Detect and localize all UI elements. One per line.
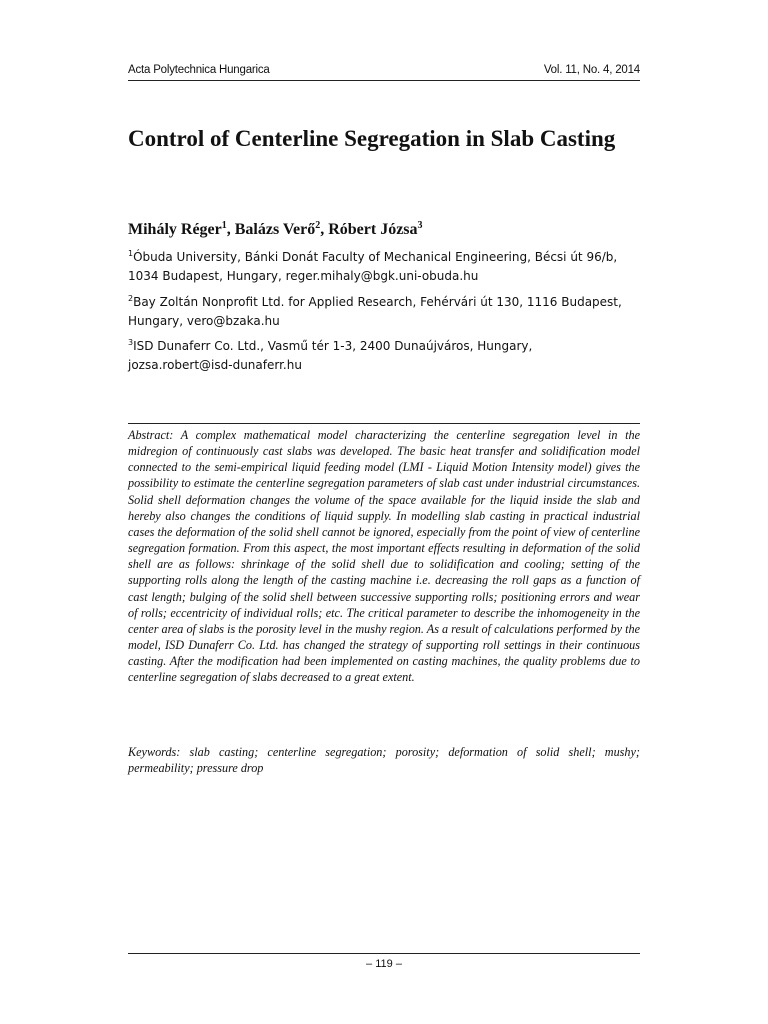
footer-divider xyxy=(128,953,640,954)
affiliation xyxy=(128,293,640,331)
affiliation-mark: 2 xyxy=(128,294,134,303)
affiliation xyxy=(128,337,640,375)
author-name: Róbert Józsa xyxy=(328,221,418,238)
author-name: Balázs Verő xyxy=(234,221,316,238)
paper-title: Control of Centerline Segregation in Slab Casting xyxy=(128,126,616,151)
affiliation-text: Bay Zoltán Nonprofit Ltd. for Applied Research, Fehérvári út 130, 1116 Budapest, Hungary, vero@bzaka.hu xyxy=(128,295,622,328)
abstract-divider xyxy=(128,423,640,424)
affiliation-mark: 3 xyxy=(128,338,134,347)
affiliation-text: Óbuda University, Bánki Donát Faculty of Mechanical Engineering, Bécsi út 96/b, 1034 Budapest, Hungary, reger.mihaly@bgk.uni-obuda.hu xyxy=(128,250,618,283)
affiliation-text: ISD Dunaferr Co. Ltd., Vasmű tér 1-3, 2400 Dunaújváros, Hungary, jozsa.robert@isd-dunaferr.hu xyxy=(128,339,533,372)
affiliation-mark: 1 xyxy=(128,249,134,258)
author-affiliation-mark: 1 xyxy=(221,220,227,231)
author-affiliation-mark: 3 xyxy=(417,220,423,231)
abstract: Abstract: A complex mathematical model characterizing the centerline segregation level in the midregion of continuously cast slabs was developed. The basic heat transfer and solidification model connected to the semi-empirical liquid feeding model (LMI - Liquid Motion Intensity model) gives the possibility to estimate the centerline segregation parameters of slab cast under industrial circumstances. Solid shell deformation changes the volume of the space available for the liquid inside the slab and hereby also changes the conditions of liquid supply. In modelling slab casting in practical industrial cases the deformation of the solid shell cannot be ignored, especially from the point of view of centerline segregation formation. From this aspect, the most important effects resulting in deformation of the solid shell are as follows: shrinkage of the solid shell due to solidification and cooling; setting of the supporting rolls along the length of the casting machine i.e. decreasing the roll gaps as a function of cast length; bulging of the solid shell between successive supporting rolls; positioning errors and wear of rolls; eccentricity of individual rolls; etc. The critical parameter to describe the inhomogeneity in the center area of slabs is the porosity level in the mushy region. As a result of calculations performed by the model, ISD Dunaferr Co. Ltd. has changed the strategy of supporting roll settings in their continuous casting. After the modification had been implemented on casting machines, the quality problems due to centerline segregation of slabs decreased to a great extent. xyxy=(128,428,640,685)
volume-info: Vol. 11, No. 4, 2014 xyxy=(543,64,640,76)
page-number: – 119 – xyxy=(366,958,402,970)
journal-name: Acta Polytechnica Hungarica xyxy=(128,64,270,76)
author-name: Mihály Réger xyxy=(128,221,222,238)
author-affiliation-mark: 2 xyxy=(315,220,321,231)
affiliation xyxy=(128,248,640,286)
running-header xyxy=(128,62,640,81)
author-list: Mihály Réger$^1$, Balázs Verő$^2$, Róbert Józsa$^3$ xyxy=(128,220,423,238)
keywords: Keywords: slab casting; centerline segregation; porosity; deformation of solid shell; mushy; permeability; pressure drop xyxy=(128,745,640,776)
